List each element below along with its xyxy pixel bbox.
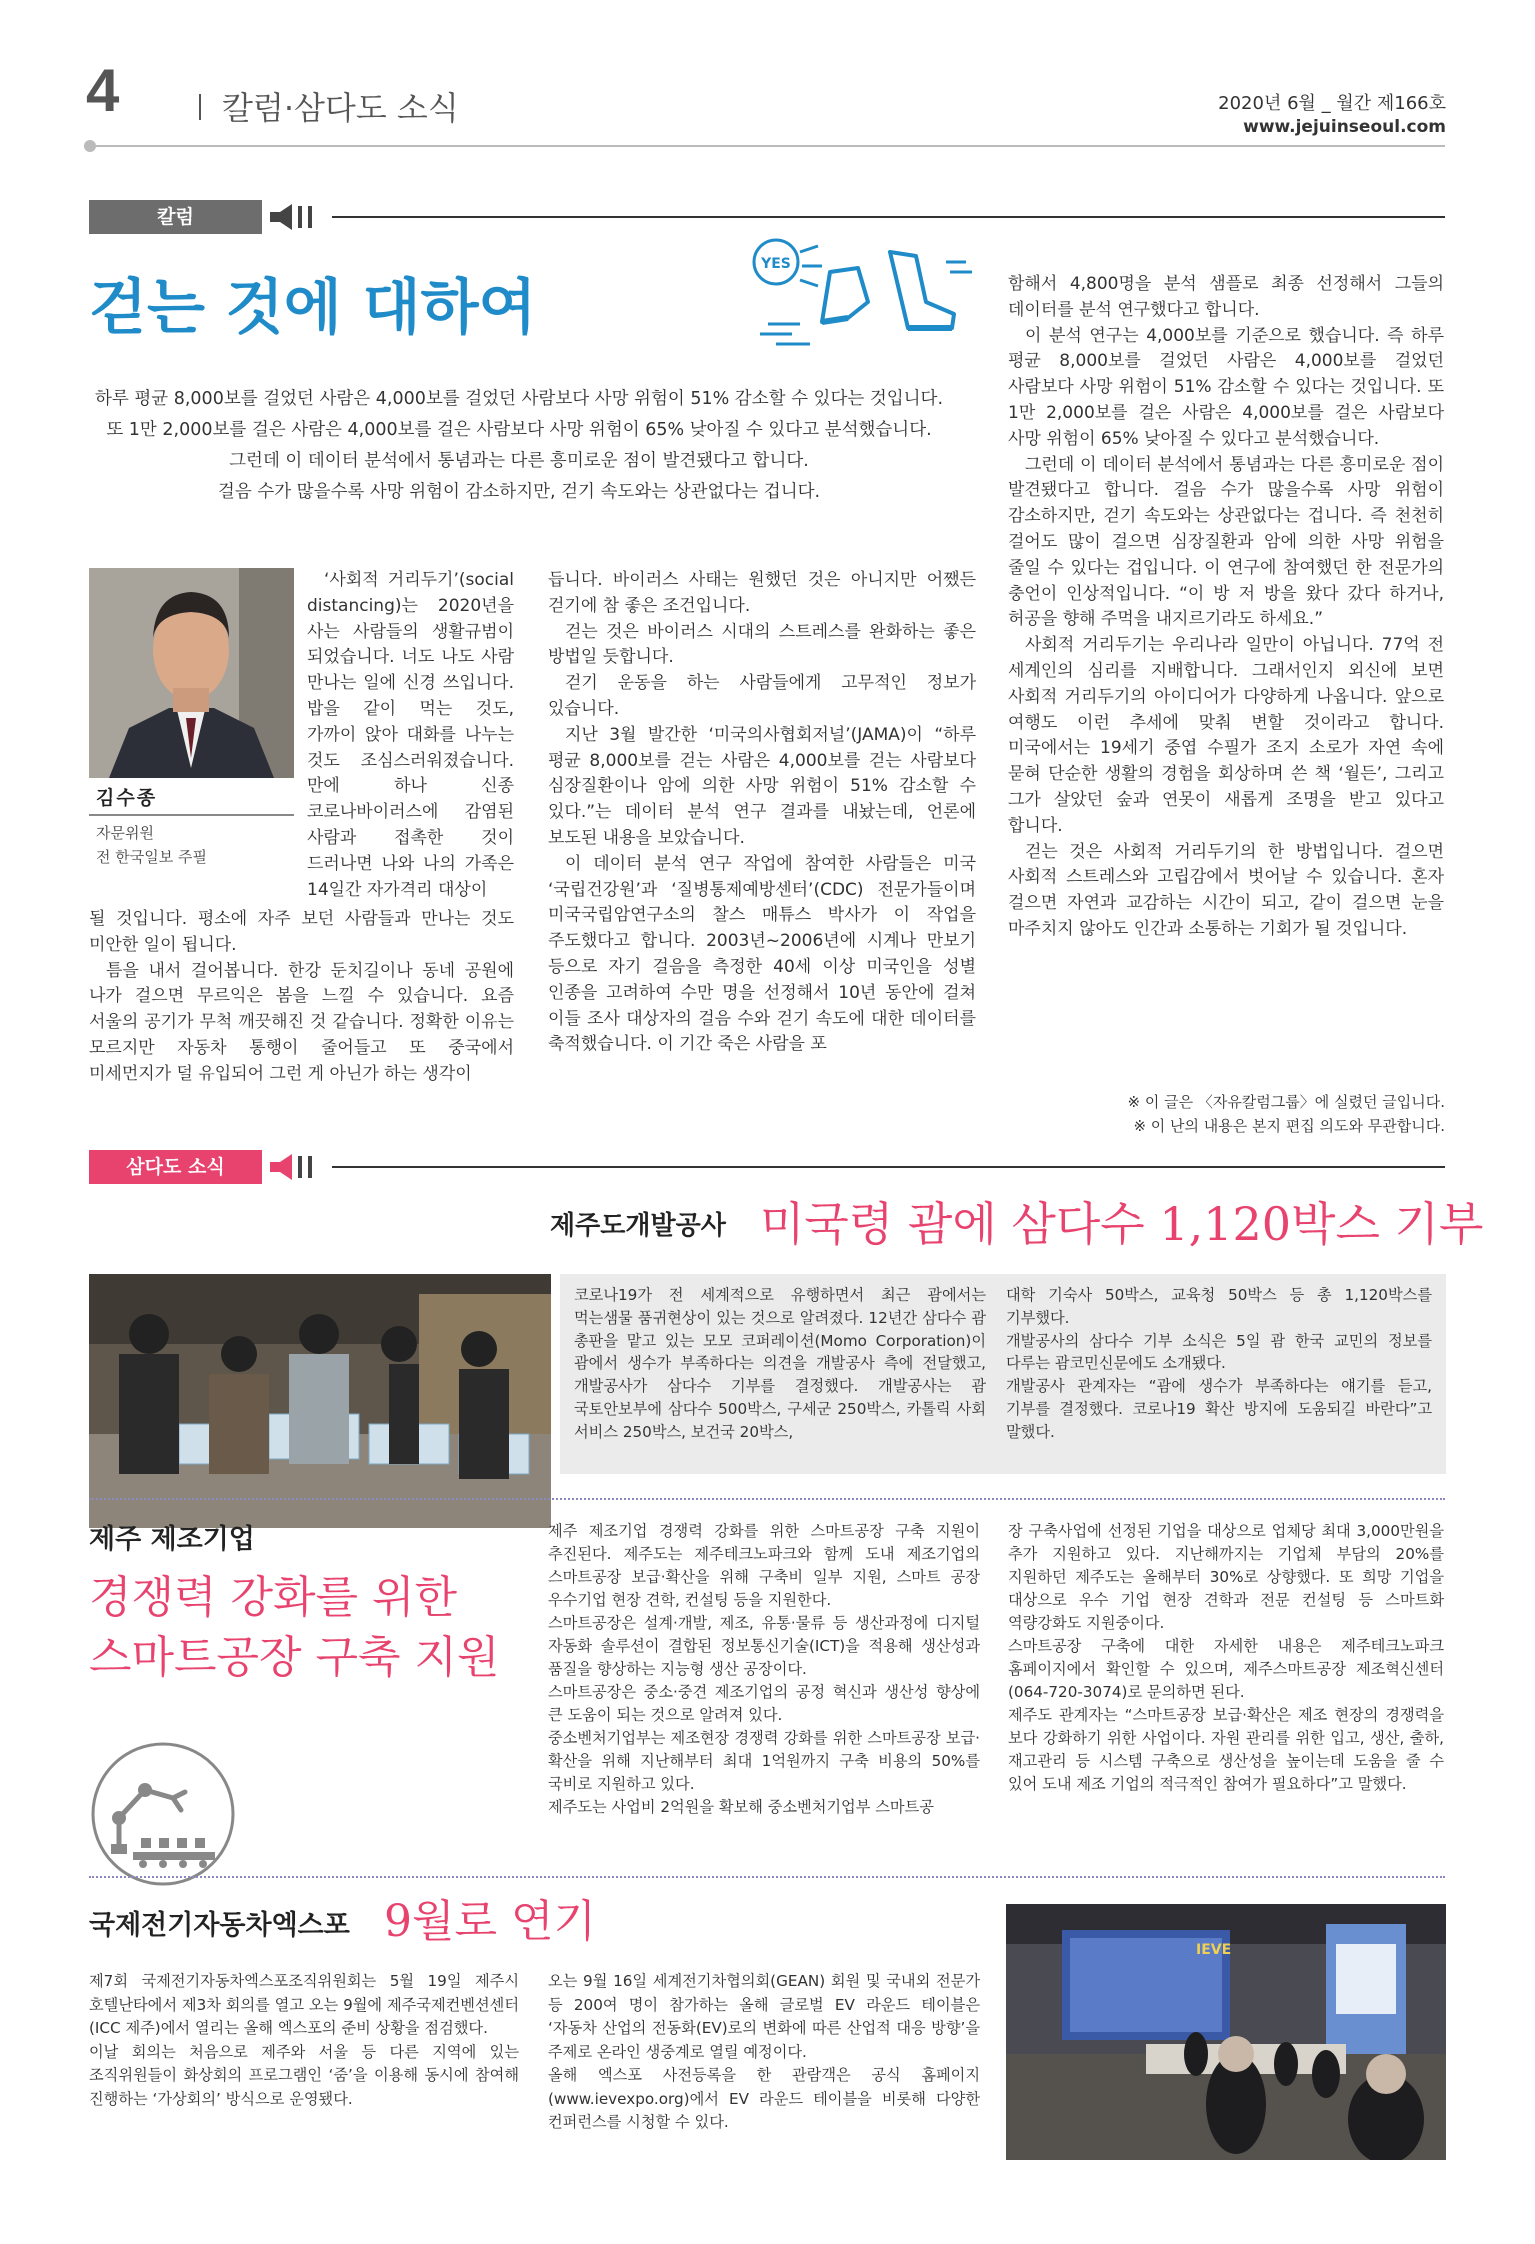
paragraph: 개발공사의 삼다수 기부 소식은 5일 괌 한국 교민의 정보를 다루는 괌코민신문에도 소개됐다. <box>1006 1331 1432 1373</box>
smart-factory-robot-icon <box>89 1740 237 1888</box>
website-link[interactable]: www.jejuinseoul.com <box>1243 117 1446 137</box>
paragraph: ‘사회적 거리두기’(social distancing)는 2020년을 사는 사람들의 생활규범이 되었습니다. 너도 나도 사람 만나는 일에 신경 쓰입니다. 밥을 같이 먹는 것도, 가까이 앉아 대화를 나누는 것도 조심스러워졌습니다. 만에 하나 신종 코로나바이러스에 감염된 사람과 접촉한 것이 드러나면 나와 나의 가족은 14일간 자가격리 대상이 <box>307 570 514 900</box>
walking-feet-illustration <box>740 232 976 352</box>
paragraph: 제주 제조기업 경쟁력 강화를 위한 스마트공장 구축 지원이 추진된다. 제주도는 제주테크노파크와 함께 도내 제조기업의 스마트공장 보급·확산을 위해 구축비 일부 지원, 스마트 공장 우수기업 현장 견학, 컨설팅 등을 지원한다. <box>548 1522 980 1609</box>
guam-donation-photo <box>89 1274 551 1528</box>
paragraph: 장 구축사업에 선정된 기업을 대상으로 업체당 최대 3,000만원을 추가 지원하고 있다. 지난해까지는 기업체 부담의 20%를 지원하던 제주도는 올해부터 30%로 상향했다. 또 희망 기업을 대상으로 우수 기업 현장 견학과 전문 컨설팅 등 스마트화 역량강화도 지원중이다. <box>1008 1522 1444 1632</box>
lead-line: 그런데 이 데이터 분석에서 통념과는 다른 흥미로운 점이 발견됐다고 합니다. <box>229 451 809 471</box>
paragraph: 제7회 국제전기자동차엑스포조직위원회는 5월 19일 제주시 호텔난타에서 제3차 회의를 열고 오는 9월에 제주국제컨벤션센터(ICC 제주)에서 열리는 올해 엑스포의 준비 상황을 점검했다. <box>89 1972 519 2037</box>
lead-line: 또 1만 2,000보를 걸은 사람은 4,000보를 걸은 사람보다 사망 위험이 65% 낮아질 수 있다고 분석했습니다. <box>106 420 932 440</box>
section-title: 칼럼·삼다도 소식 <box>222 89 459 127</box>
paragraph: 제주도는 사업비 2억원을 확보해 중소벤처기업부 스마트공 <box>548 1798 934 1816</box>
lead-line: 걸음 수가 많을수록 사망 위험이 감소하지만, 걷기 속도와는 상관없다는 겁니다. <box>217 482 821 502</box>
story3-kicker: 국제전기자동차엑스포 <box>89 1910 350 1941</box>
news-tag: 삼다도 소식 <box>89 1150 262 1184</box>
paragraph: 스마트공장은 설계·개발, 제조, 유통·물류 등 생산과정에 디지털 자동화 솔루션이 결합된 정보통신기술(ICT)을 적용해 생산성과 품질을 향상하는 지능형 생산 공장이다. <box>548 1614 980 1678</box>
header-rule-dot <box>84 140 96 152</box>
story2-headline-line1: 경쟁력 강화를 위한 <box>89 1572 458 1623</box>
column-tag: 칼럼 <box>89 200 262 234</box>
paragraph: 대학 기숙사 50박스, 교육청 50박스 등 총 1,120박스를 기부했다. <box>1006 1286 1432 1327</box>
story3-col1 <box>89 1970 519 2111</box>
paragraph: 지난 3월 발간한 ‘미국의사협회저널’(JAMA)이 “하루 평균 8,000보를 걷는 사람은 4,000보를 걷는 사람보다 심장질환이나 암에 의한 사망 위험이 51% 감소할 수 있다.”는 데이터 분석 연구 결과를 내놨는데, 언론에 보도된 내용을 보았습니다. <box>548 724 976 848</box>
paragraph: 코로나19가 전 세계적으로 유행하면서 최근 괌에서는 먹는샘물 품귀현상이 있는 것으로 알려졌다. 12년간 삼다수 괌 총판을 맡고 있는 모모 코퍼레이션(Momo Corporation)이 괌에서 생수가 부족하다는 의견을 개발공사 측에 전달했고, 개발공사가 삼다수 기부를 결정했다. 개발공사는 괌 국토안보부에 삼다수 500박스, 구세군 250박스, 카톨릭 사회 서비스 250박스, 보건국 20박스, <box>574 1286 986 1441</box>
author-affiliation: 전 한국일보 주필 <box>96 848 207 866</box>
issue-info: 2020년 6월 _ 월간 제166호 <box>1218 93 1446 114</box>
news-tag-rule <box>332 1166 1445 1168</box>
paragraph: 함해서 4,800명을 분석 샘플로 최종 선정해서 그들의 데이터를 분석 연구했다고 합니다. <box>1008 274 1444 320</box>
story2-headline-line2: 스마트공장 구축 지원 <box>89 1632 500 1683</box>
paragraph: 사회적 거리두기는 우리나라 일만이 아닙니다. 77억 전 세계인의 심리를 지배합니다. 그래서인지 외신에 보면 사회적 거리두기의 아이디어가 다양하게 나옵니다. 앞으로 여행도 이런 추세에 맞춰 변할 것이라고 합니다. 미국에서는 19세기 중엽 수필가 조지 소로가 자연 속에 묻혀 단순한 생활의 경험을 회상하며 쓴 책 ‘월든’, 그리고 그가 살았던 숲과 연못이 새롭게 조명을 받고 있다고 합니다. <box>1008 635 1444 836</box>
story1-headline: 미국령 괌에 삼다수 1,120박스 기부 <box>760 1197 1484 1251</box>
paragraph: 걷는 것은 바이러스 시대의 스트레스를 완화하는 좋은 방법일 듯합니다. <box>548 621 976 668</box>
paragraph: 그런데 이 데이터 분석에서 통념과는 다른 흥미로운 점이 발견됐다고 합니다. 걸음 수가 많을수록 사망 위험이 감소하지만, 걷기 속도와는 상관없다는 겁니다. 즉 천천히 걸어도 많이 걸으면 심장질환과 암에 의한 사망 위험을 줄일 수 있다는 겁입니다. 이 연구에 참여했던 한 전문가의 충언이 인상적입니다. “이 방 저 방을 왔다 갔다 하거나, 허공을 향해 주먹을 내지르기라도 하세요.” <box>1008 454 1444 630</box>
page-number: 4 <box>86 57 120 124</box>
paragraph: 이날 회의는 처음으로 제주와 서울 등 다른 지역에 있는 조직위원들이 화상회의 프로그램인 ‘줌’을 이용해 동시에 참여해 진행하는 ‘가상회의’ 방식으로 운영됐다. <box>89 2042 519 2108</box>
story3-col2 <box>548 1970 980 2135</box>
section-divider <box>89 1876 1445 1878</box>
story2-kicker: 제주 제조기업 <box>89 1524 255 1555</box>
speaker-icon <box>262 1150 332 1184</box>
paragraph: 올해 엑스포 사전등록을 한 관람객은 공식 홈페이지(www.ievexpo.org)에서 EV 라운드 테이블을 비롯해 다양한 컨퍼런스를 시청할 수 있다. <box>548 2066 980 2131</box>
column-body-col3 <box>1008 272 1444 943</box>
author-photo <box>89 568 294 778</box>
story2-col1 <box>548 1520 980 1819</box>
note: ※ 이 글은 〈자유칼럼그룹〉에 실렸던 글입니다. <box>1127 1093 1445 1111</box>
paragraph: 스마트공장은 중소·중견 제조기업의 공정 혁신과 생산성 향상에 큰 도움이 되는 것으로 알려져 있다. <box>548 1683 980 1724</box>
author-role: 자문위원 <box>96 824 154 842</box>
screen-text: IEVE <box>1196 1942 1232 1958</box>
section-divider <box>89 1498 1445 1500</box>
column-lead <box>89 384 949 508</box>
paragraph: 오는 9월 16일 세계전기차협의회(GEAN) 회원 및 국내외 전문가 등 200여 명이 참가하는 올해 글로벌 EV 라운드 테이블은 ‘자동차 산업의 전동화(EV)로의 변화에 따른 산업적 대응 방향’을 주제로 온라인 생중계로 열릴 예정이다. <box>548 1972 980 2061</box>
paragraph: 걷는 것은 사회적 거리두기의 한 방법입니다. 걸으면 사회적 스트레스와 고립감에서 벗어날 수 있습니다. 혼자 걸으면 자연과 교감하는 시간이 되고, 같이 걸으면 눈을 마주치지 않아도 인간과 소통하는 기회가 될 것입니다. <box>1008 841 1444 939</box>
paragraph: 개발공사 관계자는 “괌에 생수가 부족하다는 얘기를 듣고, 기부를 결정했다. 코로나19 확산 방지에 도움되길 바란다”고 말했다. <box>1006 1377 1432 1441</box>
story2-col2 <box>1008 1520 1444 1796</box>
column-body-col1-wrap <box>307 568 514 903</box>
column-notes <box>1127 1090 1445 1138</box>
story1-col1 <box>574 1284 986 1444</box>
story1-col2 <box>1006 1284 1432 1444</box>
yes-badge-text: YES <box>761 256 791 272</box>
note: ※ 이 난의 내용은 본지 편집 의도와 무관합니다. <box>1133 1117 1445 1135</box>
column-body-col1 <box>89 907 514 1088</box>
header-rule <box>89 145 1445 147</box>
story3-headline: 9월로 연기 <box>384 1896 596 1947</box>
lead-line: 하루 평균 8,000보를 걸었던 사람은 4,000보를 걸었던 사람보다 사망 위험이 51% 감소할 수 있다는 것입니다. <box>94 389 944 409</box>
column-tag-rule <box>332 216 1445 218</box>
paragraph: 걷기 운동을 하는 사람들에게 고무적인 정보가 있습니다. <box>548 673 976 719</box>
paragraph: 이 분석 연구는 4,000보를 기준으로 했습니다. 즉 하루 평균 8,000보를 걸었던 사람은 4,000보를 걸었던 사람보다 사망 위험이 51% 감소할 수 있다는 것입니다. 또 1만 2,000보를 걸은 사람은 4,000보를 걸은 사람보다 사망 위험이 65% 낮아질 수 있다고 분석했습니다. <box>1008 325 1444 449</box>
paragraph: 듭니다. 바이러스 사태는 원했던 것은 아니지만 어쨌든 걷기에 참 좋은 조건입니다. <box>548 570 976 616</box>
paragraph: 틈을 내서 걸어봅니다. 한강 둔치길이나 동네 공원에 나가 걸으면 무르익은 봄을 느낄 수 있습니다. 요즘 서울의 공기가 무척 깨끗해진 것 같습니다. 정확한 이유는 모르지만 자동차 통행이 줄어들고 또 중국에서 미세먼지가 덜 유입되어 그런 게 아닌가 하는 생각이 <box>89 960 514 1084</box>
expo-meeting-photo <box>1006 1904 1446 2160</box>
speaker-icon <box>262 200 332 234</box>
author-rule <box>89 814 294 816</box>
header-divider <box>199 94 201 120</box>
author-name: 김수종 <box>96 787 158 809</box>
column-body-col2 <box>548 568 976 1058</box>
paragraph: 중소벤처기업부는 제조현장 경쟁력 강화를 위한 스마트공장 보급·확산을 위해 지난해부터 최대 1억원까지 구축 비용의 50%를 국비로 지원하고 있다. <box>548 1729 980 1793</box>
paragraph: 이 데이터 분석 연구 작업에 참여한 사람들은 미국 ‘국립건강원’과 ‘질병통제예방센터’(CDC) 전문가들이며 미국국립암연구소의 찰스 매튜스 박사가 이 작업을 주도했다고 합니다. 2003년~2006년에 시계나 만보기 등으로 자기 걸음을 측정한 40세 이상 미국인을 성별 인종을 고려하여 수만 명을 선정해서 10년 동안에 걸쳐 이들 조사 대상자의 걸음 수와 걷기 속도에 대한 데이터를 축적했습니다. 이 기간 죽은 사람을 포 <box>548 853 976 1055</box>
paragraph: 될 것입니다. 평소에 자주 보던 사람들과 만나는 것도 미안한 일이 됩니다. <box>89 909 514 955</box>
story1-kicker: 제주도개발공사 <box>550 1211 726 1241</box>
column-title: 걷는 것에 대하여 <box>89 273 537 343</box>
paragraph: 스마트공장 구축에 대한 자세한 내용은 제주테크노파크 홈페이지에서 확인할 수 있으며, 제주스마트공장 제조혁신센터(064-720-3074)로 문의하면 된다. <box>1008 1637 1444 1701</box>
paragraph: 제주도 관계자는 “스마트공장 보급·확산은 제조 현장의 경쟁력을 보다 강화하기 위한 사업이다. 자원 관리를 위한 입고, 생산, 출하, 재고관리 등 시스템 구축으로 생산성을 높이는데 도움을 줄 수 있어 도내 제조 기업의 적극적인 참여가 필요하다”고 말했다. <box>1008 1706 1444 1793</box>
